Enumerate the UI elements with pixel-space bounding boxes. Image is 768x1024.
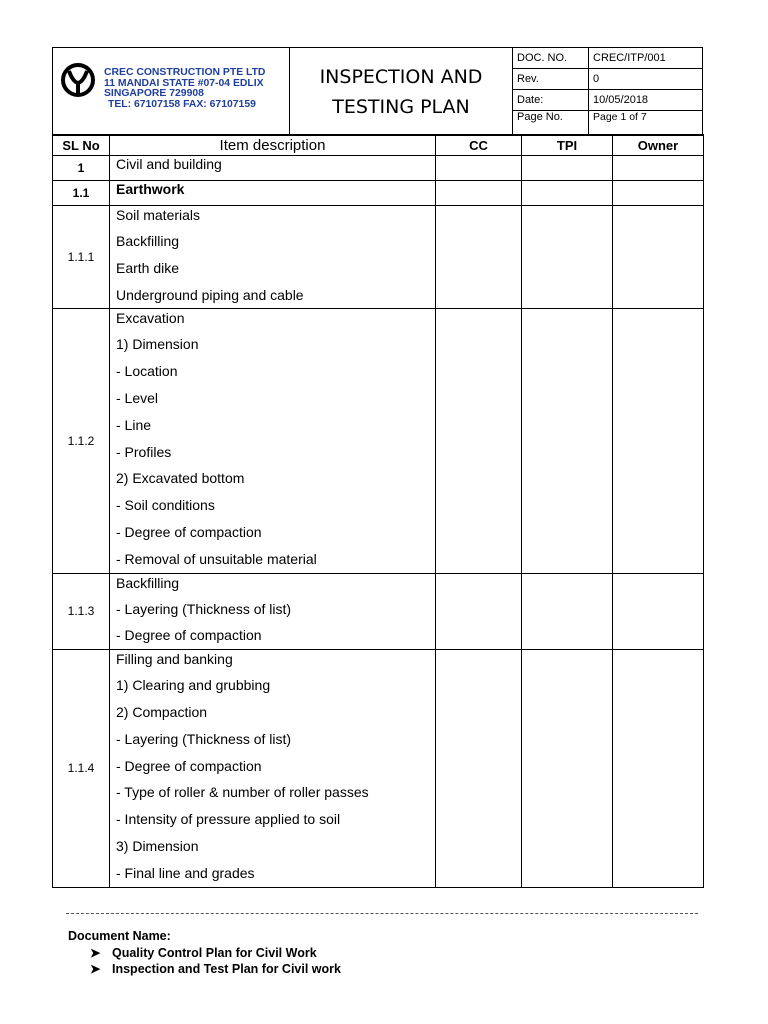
owner-cell	[613, 573, 704, 650]
cc-cell	[436, 156, 522, 181]
column-header-cc: CC	[436, 135, 522, 156]
tpi-cell	[522, 206, 613, 309]
owner-cell	[613, 181, 704, 206]
date-label: Date:	[513, 90, 589, 111]
description-line: - Intensity of pressure applied to soil	[116, 811, 341, 828]
company-contact: TEL: 67107158 FAX: 67107159	[108, 98, 256, 110]
description-line: 1) Clearing and grubbing	[116, 677, 271, 694]
owner-cell	[613, 309, 704, 573]
column-header-description: Item description	[110, 135, 436, 156]
cc-cell	[436, 650, 522, 887]
item-number: 1.1.1	[53, 206, 110, 309]
document-name-item	[68, 945, 341, 962]
owner-cell	[613, 156, 704, 181]
cc-cell	[436, 181, 522, 206]
description-line: - Location	[116, 363, 178, 380]
column-header-sl: SL No	[53, 135, 110, 156]
table-row	[53, 650, 704, 887]
section-title: Civil and building	[110, 156, 436, 181]
item-description	[110, 309, 436, 573]
description-line: - Final line and grades	[116, 864, 255, 881]
item-number: 1.1.3	[53, 573, 110, 650]
tpi-cell	[522, 309, 613, 573]
owner-cell	[613, 206, 704, 309]
description-line: Filling and banking	[116, 651, 233, 668]
item-number: 1.1.4	[53, 650, 110, 887]
description-line: 1) Dimension	[116, 336, 199, 353]
description-line: - Degree of compaction	[116, 523, 262, 540]
doc-no-label: DOC. NO.	[513, 48, 589, 69]
description-line: - Layering (Thickness of list)	[116, 730, 292, 747]
doc-no-value: CREC/ITP/001	[589, 48, 703, 69]
description-line: Underground piping and cable	[116, 286, 304, 303]
document-header	[52, 47, 703, 136]
subsection-title: Earthwork	[110, 181, 436, 206]
description-line: - Type of roller & number of roller passes	[116, 784, 369, 801]
company-logo-icon	[60, 62, 96, 98]
cc-cell	[436, 309, 522, 573]
page-no-value: Page 1 of 7	[589, 111, 703, 136]
description-line: Backfilling	[116, 574, 180, 591]
company-address-line1: 11 MANDAI STATE #07-04 EDLIX	[104, 77, 264, 89]
item-description	[110, 206, 436, 309]
company-name: CREC CONSTRUCTION PTE LTD	[104, 67, 266, 78]
column-header-tpi: TPI	[522, 135, 613, 156]
tpi-cell	[522, 650, 613, 887]
item-number: 1.1.2	[53, 309, 110, 573]
table-row	[53, 206, 704, 309]
section-number: 1	[53, 156, 110, 181]
document-name-text: Quality Control Plan for Civil Work	[112, 945, 317, 960]
page-no-label: Page No.	[513, 111, 589, 136]
rev-label: Rev.	[513, 69, 589, 90]
footer-divider	[66, 913, 698, 914]
company-block	[53, 48, 290, 136]
owner-cell	[613, 650, 704, 887]
description-line: Earth dike	[116, 259, 180, 276]
date-value: 10/05/2018	[589, 90, 703, 111]
title-line-2: TESTING PLAN	[332, 95, 470, 118]
arrow-bullet-icon: ➤	[90, 962, 101, 976]
tpi-cell	[522, 573, 613, 650]
description-line: - Level	[116, 389, 159, 406]
description-line: - Soil conditions	[116, 497, 215, 514]
document-title	[290, 48, 513, 136]
description-line: Backfilling	[116, 233, 180, 249]
item-description	[110, 573, 436, 650]
tpi-cell	[522, 156, 613, 181]
arrow-bullet-icon: ➤	[90, 945, 101, 960]
tpi-cell	[522, 181, 613, 206]
description-line: - Profiles	[116, 443, 172, 460]
company-address-line2: SINGAPORE 729908	[104, 88, 204, 99]
description-line: 2) Compaction	[116, 703, 208, 720]
table-row	[53, 573, 704, 650]
table-header-row	[53, 135, 704, 156]
description-line: Excavation	[116, 310, 185, 327]
item-description	[110, 650, 436, 887]
rev-value: 0	[589, 69, 703, 90]
subsection-number: 1.1	[53, 181, 110, 206]
document-footer	[68, 928, 341, 978]
title-line-1: INSPECTION AND	[319, 65, 483, 88]
itp-table	[52, 134, 704, 888]
document-name-label: Document Name:	[68, 929, 171, 943]
description-line: - Degree of compaction	[116, 757, 262, 774]
document-name-text: Inspection and Test Plan for Civil work	[112, 962, 341, 976]
table-row	[53, 309, 704, 573]
description-line: - Layering (Thickness of list)	[116, 600, 292, 617]
description-line: Soil materials	[116, 207, 201, 223]
cc-cell	[436, 573, 522, 650]
subsection-row	[53, 181, 704, 206]
description-line: 3) Dimension	[116, 837, 199, 854]
description-line: - Line	[116, 416, 152, 433]
description-line: 2) Excavated bottom	[116, 470, 245, 487]
description-line: - Degree of compaction	[116, 627, 262, 644]
cc-cell	[436, 206, 522, 309]
company-info	[104, 68, 265, 110]
section-row	[53, 156, 704, 181]
column-header-owner: Owner	[613, 135, 704, 156]
document-name-item	[68, 961, 341, 978]
description-line: - Removal of unsuitable material	[116, 550, 317, 567]
